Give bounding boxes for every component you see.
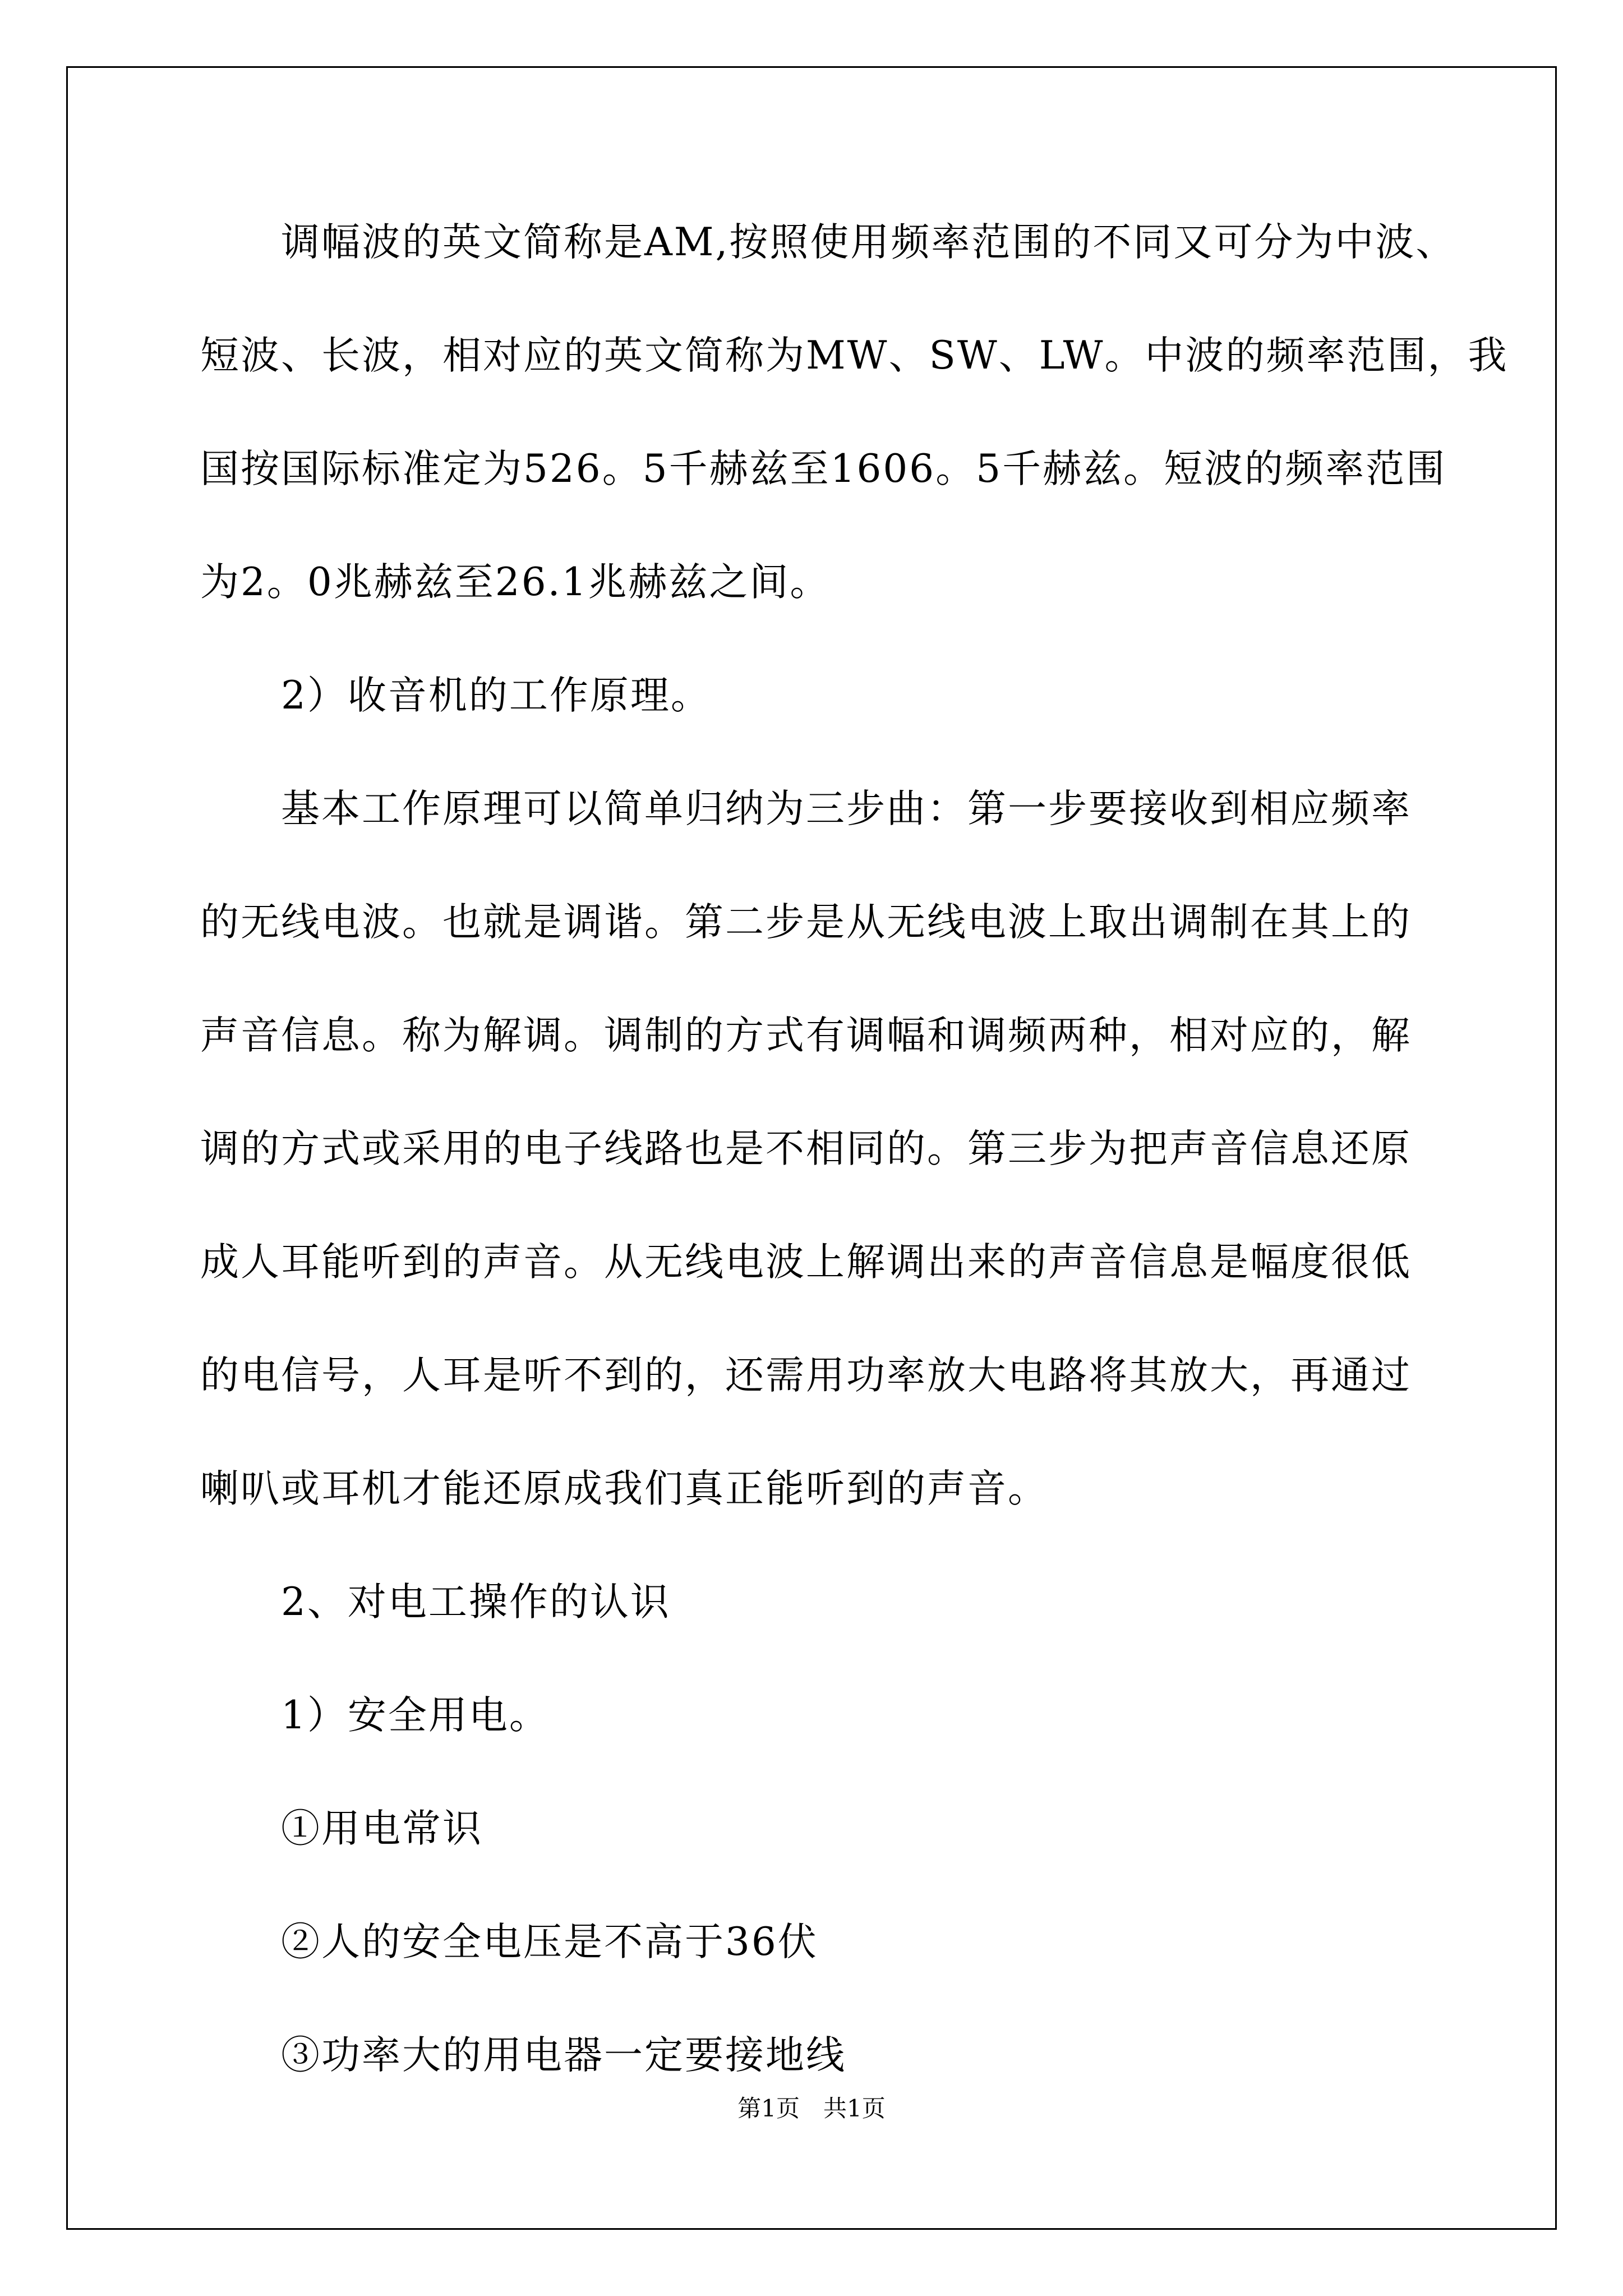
- paragraph-line: 国按国际标准定为526。5千赫兹至1606。5千赫兹。短波的频率范围: [200, 447, 1447, 491]
- paragraph-line: 基本工作原理可以简单归纳为三步曲：第一步要接收到相应频率: [200, 786, 1412, 831]
- paragraph-line: 短波、长波，相对应的英文简称为MW、SW、LW。中波的频率范围，我: [200, 333, 1509, 378]
- paragraph-line: 成人耳能听到的声音。从无线电波上解调出来的声音信息是幅度很低: [200, 1240, 1412, 1285]
- paragraph-line: 调的方式或采用的电子线路也是不相同的。第三步为把声音信息还原: [200, 1126, 1412, 1171]
- section-heading: 2、对电工操作的认识: [200, 1580, 671, 1625]
- paragraph-line: 喇叭或耳机才能还原成我们真正能听到的声音。: [200, 1466, 1048, 1511]
- section-subheading: 1）安全用电。: [200, 1693, 550, 1738]
- list-item: ②人的安全电压是不高于36伏: [200, 1920, 818, 1964]
- section-heading: 2）收音机的工作原理。: [200, 673, 711, 718]
- paragraph-line: 声音信息。称为解调。调制的方式有调幅和调频两种，相对应的，解: [200, 1013, 1412, 1058]
- paragraph-line: 为2。0兆赫兹至26.1兆赫兹之间。: [200, 560, 831, 605]
- paragraph-line: 的无线电波。也就是调谐。第二步是从无线电波上取出调制在其上的: [200, 900, 1412, 945]
- paragraph-line: 调幅波的英文简称是AM,按照使用频率范围的不同又可分为中波、: [200, 220, 1456, 265]
- list-item: ①用电常识: [200, 1806, 483, 1851]
- page-footer: 第1页 共1页: [737, 2095, 886, 2122]
- list-item: ③功率大的用电器一定要接地线: [200, 2033, 846, 2078]
- paragraph-line: 的电信号，人耳是听不到的，还需用功率放大电路将其放大，再通过: [200, 1353, 1412, 1398]
